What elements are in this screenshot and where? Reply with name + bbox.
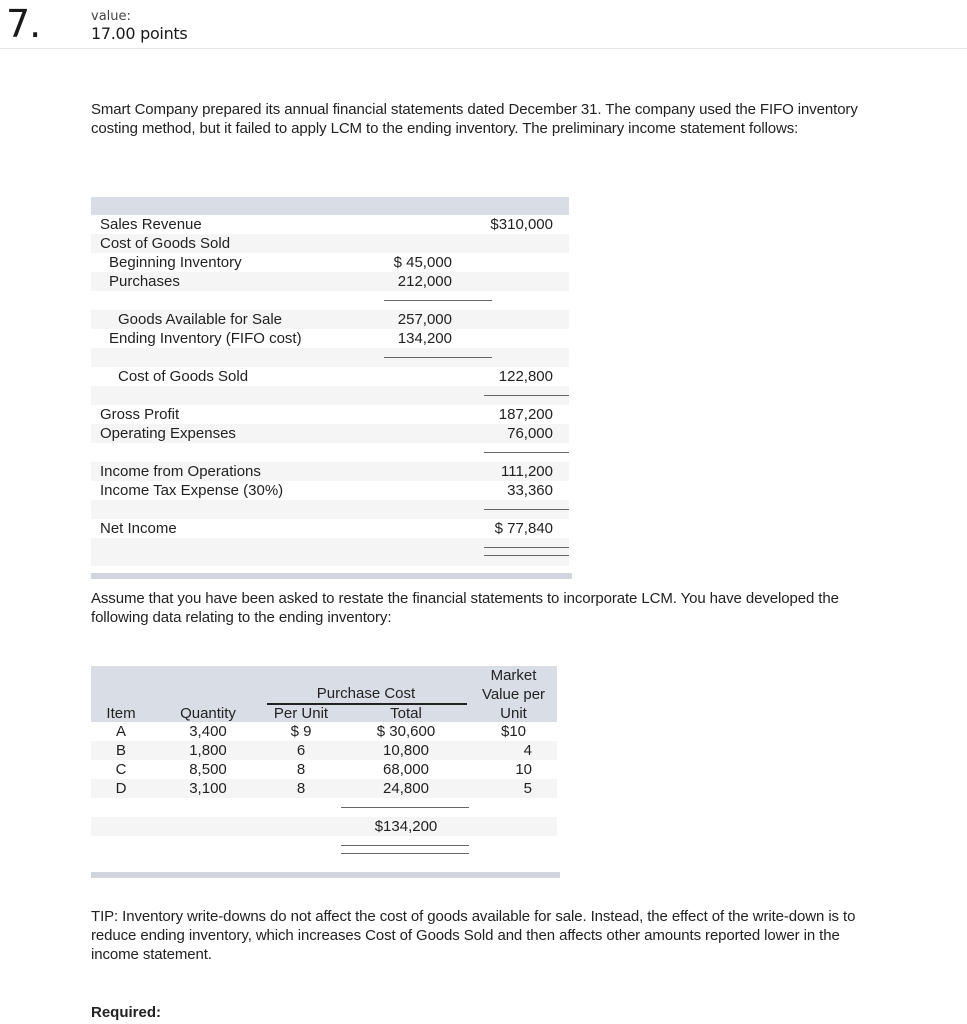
income-statement-table [91, 197, 569, 566]
table-row [91, 722, 557, 741]
table-row [91, 310, 569, 329]
underline [484, 509, 569, 510]
row-label: Operating Expenses [100, 425, 236, 442]
table-row [91, 760, 557, 779]
double-underline [341, 845, 469, 846]
underline [484, 395, 569, 396]
row-label: Beginning Inventory [109, 254, 242, 271]
table-row [91, 253, 569, 272]
header-divider [0, 48, 967, 49]
spacer-row [91, 538, 569, 566]
cell-quantity: 1,800 [189, 742, 227, 759]
cell-total: $ 30,600 [376, 723, 436, 740]
table-row [91, 462, 569, 481]
spacer-row [91, 348, 569, 367]
cell-item: C [115, 761, 127, 778]
table-header [91, 666, 557, 722]
row-amount: $310,000 [490, 216, 553, 233]
row-amount: $ 77,840 [494, 520, 553, 537]
row-label: Income from Operations [100, 463, 261, 480]
row-label: Income Tax Expense (30%) [100, 482, 284, 499]
section-divider [91, 573, 572, 579]
cell-item: B [115, 742, 126, 759]
row-subamount: $ 45,000 [393, 254, 452, 271]
double-underline [341, 853, 469, 854]
row-amount: 122,800 [498, 368, 553, 385]
table-row [91, 405, 569, 424]
cell-quantity: 3,100 [189, 780, 227, 797]
header-per-unit: Per Unit [273, 705, 329, 722]
underline [384, 357, 492, 358]
cell-market: $10 [500, 723, 527, 740]
question-number: 7. [6, 2, 41, 46]
row-label: Ending Inventory (FIFO cost) [109, 330, 302, 347]
grand-total: $134,200 [374, 818, 438, 835]
underline [484, 452, 569, 453]
row-label: Goods Available for Sale [118, 311, 282, 328]
required-label: Required: [91, 1004, 162, 1021]
table-row [91, 741, 557, 760]
spacer-row [91, 798, 557, 817]
row-amount: 76,000 [507, 425, 553, 442]
table-row [91, 234, 569, 253]
cell-quantity: 8,500 [189, 761, 227, 778]
cell-per-unit: 8 [296, 780, 306, 797]
header-market-3: Unit [500, 705, 527, 722]
cell-market: 10 [515, 761, 532, 778]
table-row [91, 215, 569, 234]
inventory-table [91, 666, 557, 855]
header-total: Total [390, 705, 422, 722]
table-row [91, 367, 569, 386]
header-purchase-cost: Purchase Cost [316, 685, 416, 702]
total-underline [341, 807, 469, 808]
cell-total: 68,000 [383, 761, 429, 778]
table-row [91, 519, 569, 538]
row-subamount: 134,200 [397, 330, 452, 347]
row-amount: 111,200 [501, 463, 553, 480]
cell-per-unit: 6 [296, 742, 306, 759]
cell-market: 5 [523, 780, 532, 797]
header-market-2: Value per [481, 686, 546, 703]
table-row [91, 424, 569, 443]
cell-per-unit: $ 9 [290, 723, 312, 740]
cell-per-unit: 8 [296, 761, 306, 778]
table-row [91, 329, 569, 348]
cell-total: 10,800 [383, 742, 429, 759]
row-label: Net Income [100, 520, 177, 537]
header-market-1: Market [490, 667, 537, 684]
value-label: value: [91, 9, 131, 24]
spacer-row [91, 291, 569, 310]
table-row [91, 481, 569, 500]
cell-quantity: 3,400 [189, 723, 227, 740]
cell-item: A [115, 723, 126, 740]
cell-total: 24,800 [383, 780, 429, 797]
cell-market: 4 [523, 742, 532, 759]
double-underline [484, 555, 569, 556]
row-label: Purchases [109, 273, 180, 290]
header-item: Item [106, 705, 136, 722]
row-amount: 187,200 [498, 406, 553, 423]
row-label: Cost of Goods Sold [118, 368, 249, 385]
row-label: Gross Profit [100, 406, 180, 423]
total-row [91, 817, 557, 836]
assume-paragraph: Assume that you have been asked to restate the financial statements to incorporate LCM. You have developed the following data relating to the ending inventory: [91, 590, 839, 626]
row-subamount: 257,000 [397, 311, 452, 328]
row-amount: 33,360 [507, 482, 553, 499]
table-header-bar [91, 197, 569, 215]
cell-item: D [115, 780, 127, 797]
header-quantity: Quantity [180, 705, 236, 722]
points-value: 17.00 points [91, 24, 188, 43]
table-row [91, 779, 557, 798]
underline [384, 300, 492, 301]
row-label: Cost of Goods Sold [100, 235, 231, 252]
row-subamount: 212,000 [397, 273, 452, 290]
row-label: Sales Revenue [100, 216, 202, 233]
spacer-row [91, 836, 557, 855]
tip-paragraph: TIP: Inventory write-downs do not affect the cost of goods available for sale. Instead, the effect of the write-down is to reduce ending inventory, which increases Cost of Goods Sold and then affects other amounts reported lower in the income statement. [91, 908, 856, 963]
intro-paragraph: Smart Company prepared its annual financial statements dated December 31. The company used the FIFO inventory costing method, but it failed to apply LCM to the ending inventory. The preliminary income statement follows: [91, 101, 858, 137]
table-row [91, 272, 569, 291]
section-divider [91, 872, 560, 878]
double-underline [484, 547, 569, 548]
